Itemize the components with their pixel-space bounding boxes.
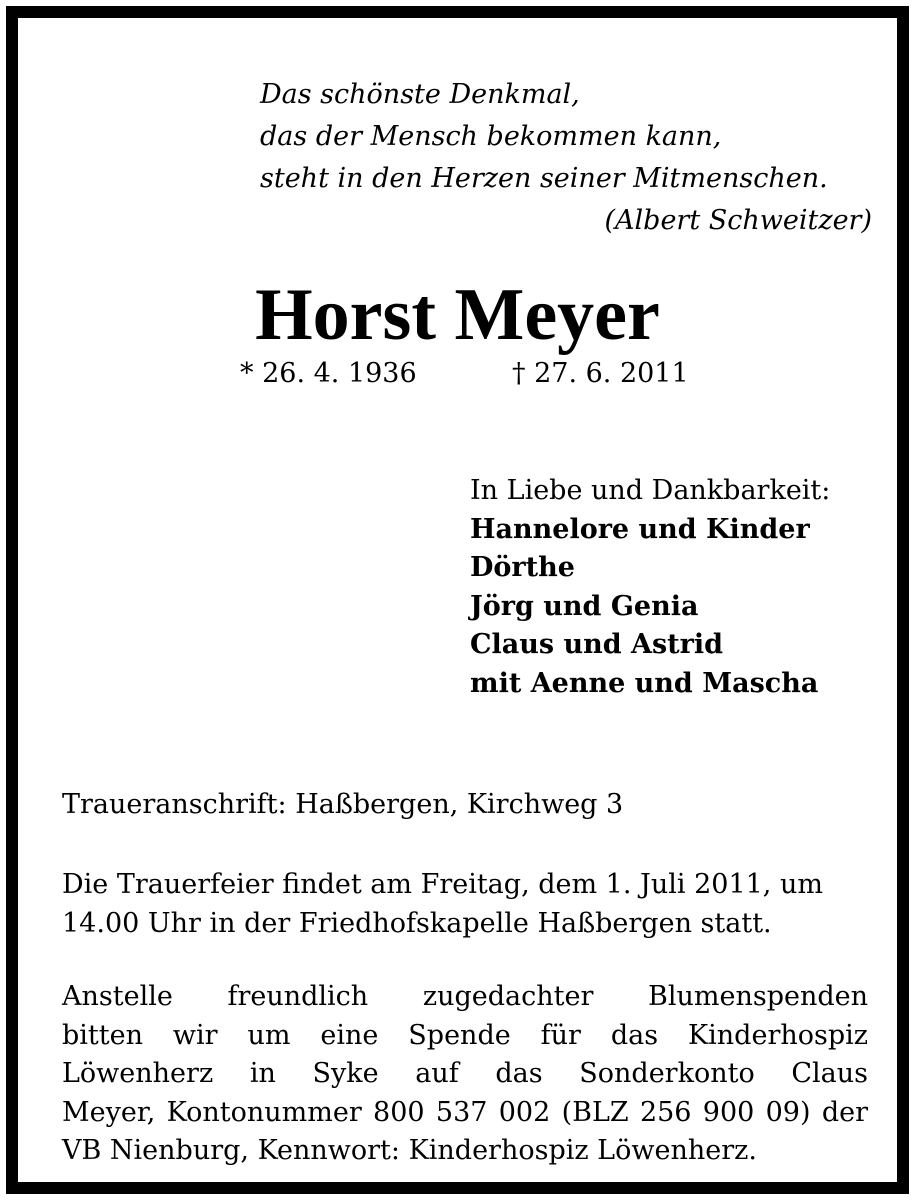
quote-line-1: Das schönste Denkmal, [260,79,580,110]
ceremony-line-2: 14.00 Uhr in der Friedhofskapelle Haßbergen statt. [62,907,772,939]
obituary-notice [6,6,909,1194]
ceremony-line-1: Die Trauerfeier findet am Freitag, dem 1. Juli 2011, um [62,869,823,900]
mourner-name: Dörthe [470,552,575,583]
mourner-name: mit Aenne und Mascha [470,667,819,699]
ceremony-info [62,866,868,943]
mourners-intro: In Liebe und Dankbarkeit: [470,475,831,506]
donation-line-4: Meyer, Kontonummer 800 537 002 (BLZ 256 900 09) der [62,1096,868,1128]
donation-line-3: Löwenherz in Syke auf das Sonderkonto Claus [62,1058,868,1089]
birth-date: * 26. 4. 1936 [240,358,417,389]
quote-line-2: das der Mensch bekommen kann, [260,121,722,152]
donation-line-2: bitten wir um eine Spende für das Kinderhospiz [62,1019,868,1051]
donation-line-1: Anstelle freundlich zugedachter Blumenspenden [62,981,868,1012]
donation-request [62,978,868,1171]
mourner-name: Jörg und Genia [470,590,699,622]
quote-line-3: steht in den Herzen seiner Mitmenschen. [260,163,828,194]
donation-line-5: VB Nienburg, Kennwort: Kinderhospiz Löwenherz. [62,1135,757,1166]
mourner-name: Hannelore und Kinder [470,513,810,545]
mourning-address: Traueranschrift: Haßbergen, Kirchweg 3 [62,789,624,820]
death-date: † 27. 6. 2011 [512,358,689,389]
memorial-quote [260,74,872,242]
mourner-name: Claus und Astrid [470,629,723,660]
deceased-name: Horst Meyer [255,274,660,356]
mourners-block [470,472,890,703]
quote-author: (Albert Schweitzer) [604,205,872,236]
